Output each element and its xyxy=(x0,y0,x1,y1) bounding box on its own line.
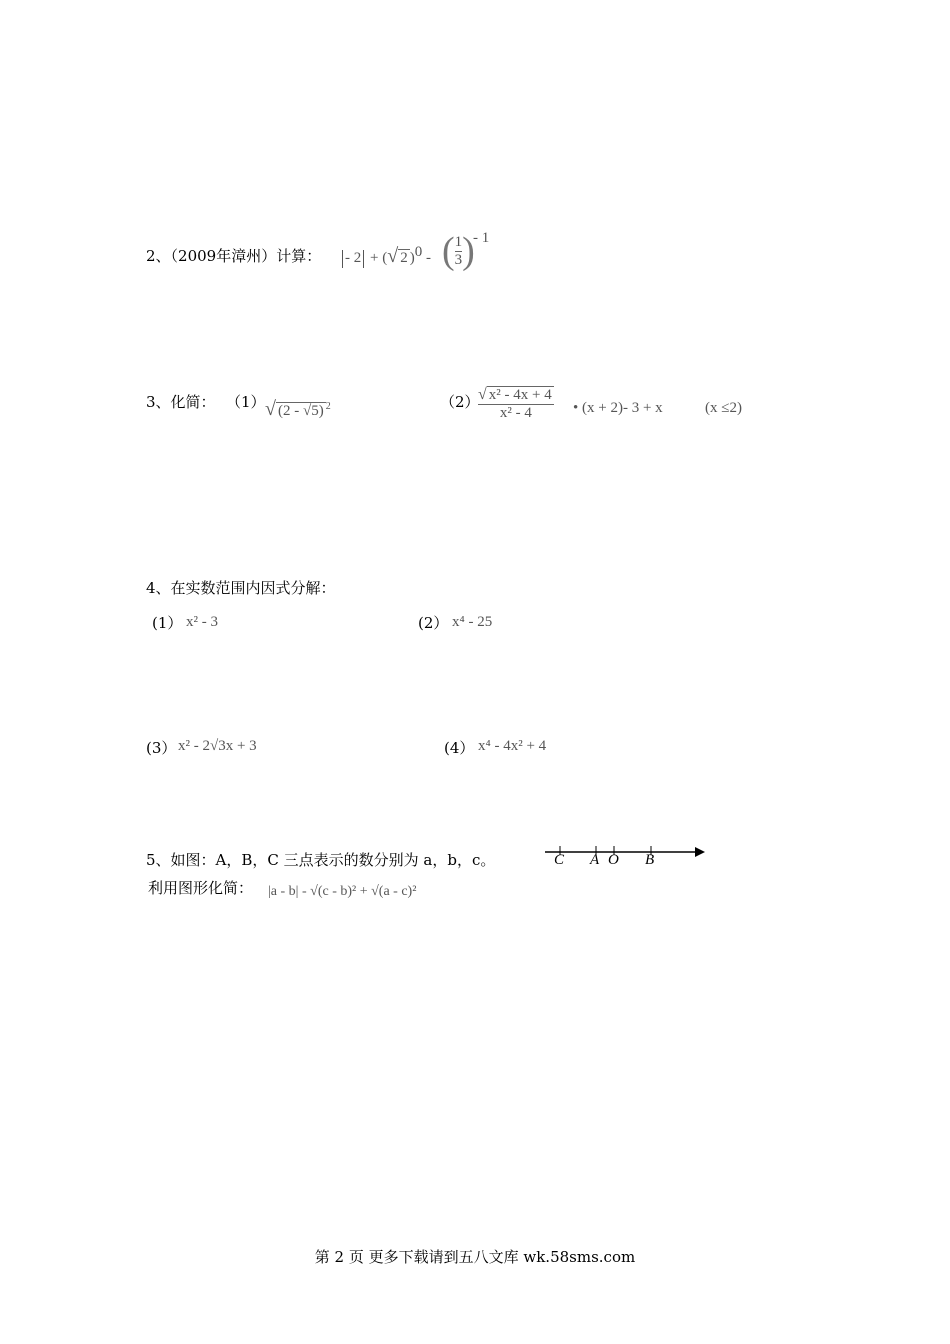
problem-4-label: 4、在实数范围内因式分解： xyxy=(146,579,336,597)
problem-4-item-1-label: (1） xyxy=(152,614,183,632)
page-footer: 第 2 页 更多下载请到五八文库 wk.58sms.com xyxy=(314,1248,636,1266)
point-label-c: C xyxy=(554,852,565,868)
problem-3-part1-expression: √ (2 - √5) $^2$ xyxy=(265,398,331,420)
problem-4-item-2-label: (2） xyxy=(418,614,449,632)
problem-4-item-1-expression: x² - 3 xyxy=(186,614,218,630)
problem-3-part2-label: （2） xyxy=(440,393,480,411)
problem-2-fraction: ( $\frac{1}{3}$ ) xyxy=(442,230,475,272)
number-line-arrow-icon xyxy=(695,847,705,857)
problem-4-item-2-expression: x⁴ - 25 xyxy=(452,614,493,630)
point-label-b: B xyxy=(645,852,655,868)
problem-2-expression: - 2 + (√ 2 )0 - xyxy=(340,244,431,268)
point-label-a: A xyxy=(590,852,600,868)
problem-4-item-4-label: (4） xyxy=(444,739,475,757)
problem-2-exponent: - 1 xyxy=(473,230,490,246)
problem-4-item-4-expression: x⁴ - 4x² + 4 xyxy=(478,738,547,754)
problem-4-item-3-label: (3） xyxy=(146,739,177,757)
problem-2-label: 2、（2009年漳州）计算： xyxy=(146,247,322,265)
problem-3-part1-label: （1） xyxy=(226,393,266,411)
problem-5-expression: |a - b| - √(c - b)² + √(a - c)² xyxy=(268,884,417,899)
problem-5-label: 5、如图：A，B，C 三点表示的数分别为 a，b，c。 xyxy=(146,851,496,869)
problem-5-line2: 利用图形化简： xyxy=(148,879,254,897)
point-label-o: O xyxy=(608,852,619,868)
problem-3-part2-condition: (x ≤2) xyxy=(705,400,742,416)
problem-4-item-3-expression: x² - 2√3x + 3 xyxy=(178,738,257,754)
problem-3-part2-fraction: $\frac{\text{√ x² - 4x + 4}}{\text{x² - 4}}$ xyxy=(478,386,552,421)
problem-3-label: 3、化简： xyxy=(146,393,216,411)
number-line xyxy=(540,838,710,868)
problem-3-part2-rest: • (x + 2)- 3 + x xyxy=(573,400,663,416)
